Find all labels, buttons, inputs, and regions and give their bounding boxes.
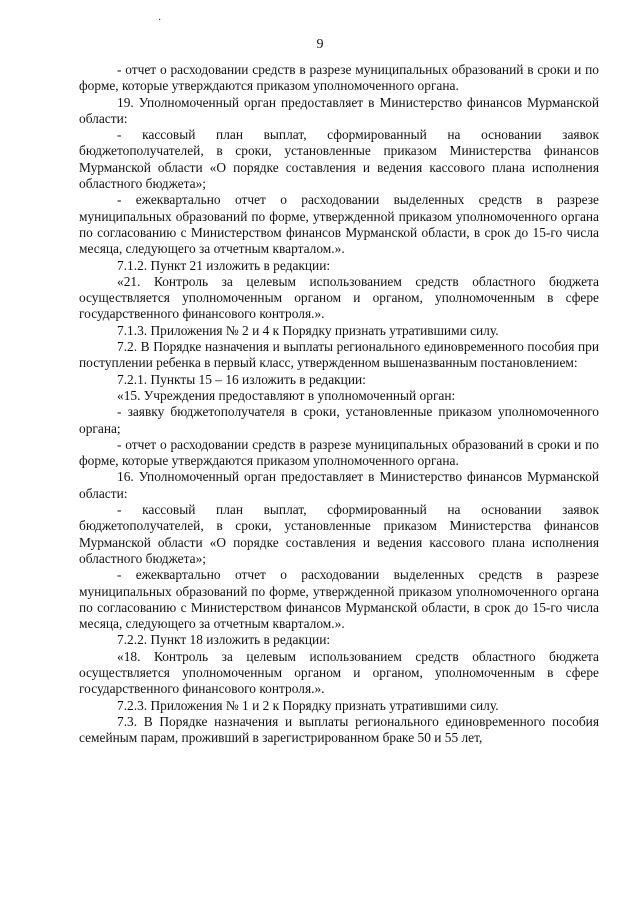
paragraph: 7.2.2. Пункт 18 изложить в редакции:	[117, 632, 331, 648]
paragraph: «21. Контроль за целевым использованием средств областного бюджета осуществляется уполномоченным органом и органом, уполномоченным в сфере государственного финансового контроля.».	[79, 273, 599, 322]
paragraph: 7.1.3. Приложения № 2 и 4 к Порядку признать утратившими силу.	[117, 322, 499, 338]
paragraph: 7.2. В Порядке назначения и выплаты регионального единовременного пособия при поступлении ребенка в первый класс, утвержденном вышеназванным постановлением:	[79, 339, 599, 371]
scan-dot-mark: ·	[158, 15, 162, 26]
paragraph: «15. Учреждения предоставляют в уполномоченный орган:	[117, 387, 456, 403]
paragraph: - кассовый план выплат, сформированный на основании заявок бюджетополучателей, в сроки, установленные приказом Министерства финансов Мурманской области «О порядке составления и ведения кассового плана исполнения областного бюджета»;	[79, 127, 599, 192]
paragraph: - отчет о расходовании средств в разрезе муниципальных образований в сроки и по форме, которые утверждаются приказом уполномоченного органа.	[79, 62, 599, 94]
paragraph: 7.3. В Порядке назначения и выплаты регионального единовременного пособия семейным парам, проживший в зарегистрированном браке 50 и 55 лет,	[79, 713, 599, 746]
page-number: 9	[316, 37, 324, 52]
paragraph: - ежеквартально отчет о расходовании выделенных средств в разрезе муниципальных образований по форме, утвержденной приказом уполномоченного органа по согласованию с Министерством финансов Мурманской области, в срок до 15-го числа месяца, следующего за отчетным кварталом.».	[79, 567, 599, 632]
paragraph: - кассовый план выплат, сформированный на основании заявок бюджетополучателей, в сроки, установленные приказом Министерства финансов Мурманской области «О порядке составления и ведения кассового плана исполнения областного бюджета»;	[79, 502, 599, 566]
paragraph: - заявку бюджетополучателя в сроки, установленные приказом уполномоченного органа;	[79, 404, 599, 436]
document-body	[79, 62, 599, 746]
paragraph: 7.1.2. Пункт 21 изложить в редакции:	[117, 257, 331, 273]
paragraph: - отчет о расходовании средств в разрезе муниципальных образований в сроки и по форме, которые утверждаются приказом уполномоченного органа.	[79, 436, 599, 469]
paragraph: 7.2.1. Пункты 15 – 16 изложить в редакции:	[117, 371, 366, 387]
paragraph: 7.2.3. Приложения № 1 и 2 к Порядку признать утратившими силу.	[117, 697, 499, 713]
paragraph: - ежеквартально отчет о расходовании выделенных средств в разрезе муниципальных образований по форме, утвержденной приказом уполномоченного органа по согласованию с Министерством финансов Мурманской области, в срок до 15-го числа месяца, следующего за отчетным кварталом.».	[79, 192, 599, 257]
paragraph: 16. Уполномоченный орган предоставляет в Министерство финансов Мурманской области:	[79, 469, 599, 501]
paragraph: 19. Уполномоченный орган предоставляет в Министерство финансов Мурманской области:	[79, 94, 599, 126]
paragraph: «18. Контроль за целевым использованием средств областного бюджета осуществляется уполномоченным органом и органом, уполномоченным в сфере государственного финансового контроля.».	[79, 648, 599, 697]
